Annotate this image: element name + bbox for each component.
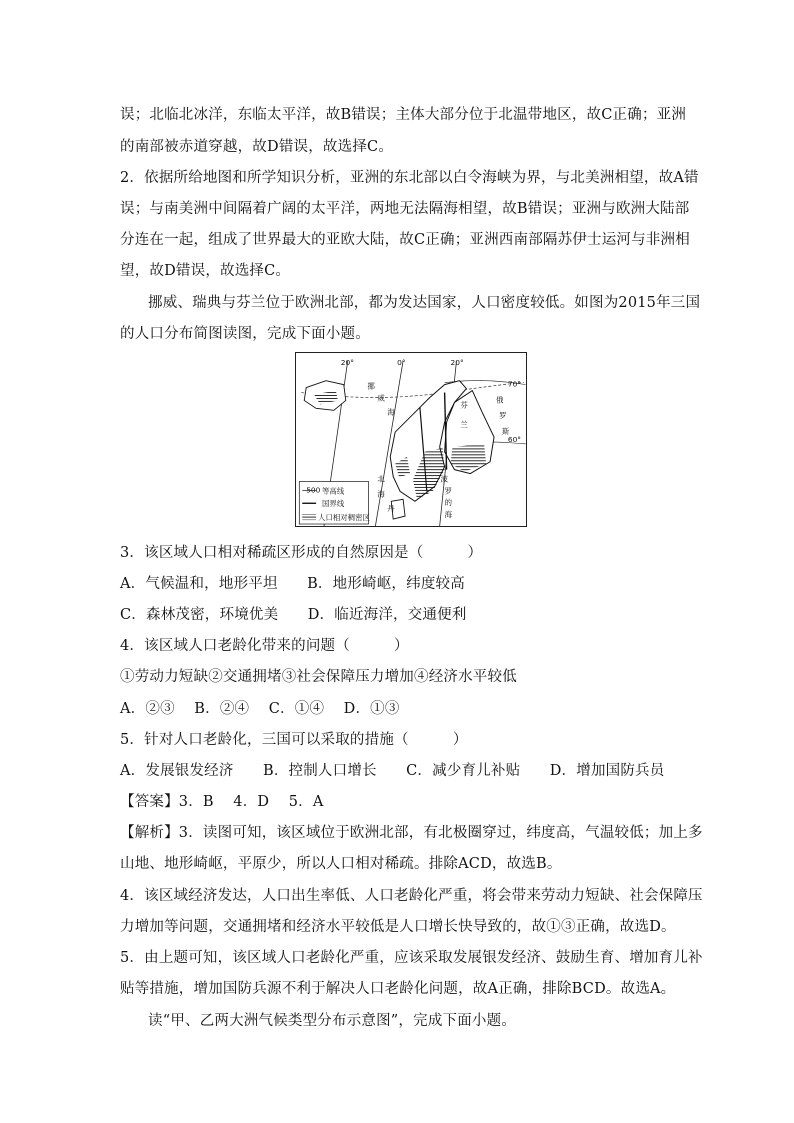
text-line: 的南部被赤道穿越，故D错误，故选择C。 xyxy=(120,139,394,155)
map-legend xyxy=(299,482,370,525)
question-5: 5．针对人口老龄化，三国可以采取的措施（ ） xyxy=(120,732,468,748)
sea-label: 北 xyxy=(377,474,385,484)
legend-item: 等高线 xyxy=(322,486,345,496)
country-label: 俄 xyxy=(496,395,504,405)
text-line: 望，故D错误，故选择C。 xyxy=(120,263,291,279)
country-label: 芬 xyxy=(460,400,468,410)
text-line: 误；与南美洲中间隔着广阔的太平洋，两地无法隔海相望，故B错误；亚洲与欧洲大陆部 xyxy=(120,201,690,217)
statement-list: ①劳动力短缺②交通拥堵③社会保障压力增加④经济水平较低 xyxy=(120,669,517,685)
legend-value: 500 xyxy=(306,485,321,495)
sea-label: 海 xyxy=(377,489,385,499)
text-line: 的人口分布简图读图，完成下面小题。 xyxy=(120,326,370,342)
text-line: 力增加等问题，交通拥堵和经济水平较低是人口增长快导致的，故①③正确，故选D。 xyxy=(120,919,676,935)
lon-label: 0° xyxy=(397,357,406,367)
country-label: 斯 xyxy=(501,427,510,437)
sea-label: 挪 xyxy=(367,381,375,391)
text-line: 贴等措施，增加国防兵源不利于解决人口老龄化问题，故A正确，排除BCD。故选A。 xyxy=(120,981,676,997)
question-3: 3．该区域人口相对稀疏区形成的自然原因是（ ） xyxy=(120,545,483,561)
paragraph-intro: 挪威、瑞典与芬兰位于欧洲北部，都为发达国家，人口密度较低。如图为2015年三国 xyxy=(148,295,701,311)
country-label: 兰 xyxy=(460,420,468,430)
text-line: 分连在一起，组成了世界最大的亚欧大陆，故C正确；亚洲西南部隔苏伊士运河与非洲相 xyxy=(120,232,690,248)
text-line: 4．该区域经济发达，人口出生率低、人口老龄化严重，将会带来劳动力短缺、社会保障压 xyxy=(120,888,703,904)
analysis-line: 【解析】3．读图可知，该区域位于欧洲北部，有北极圈穿过，纬度高，气温较低；加上多 xyxy=(120,825,703,841)
lon-label: 20° xyxy=(340,357,354,367)
text-line: 误；北临北冰洋，东临太平洋，故B错误；主体大部分位于北温带地区，故C正确；亚洲 xyxy=(120,107,687,123)
option-row: A．发展银发经济 B．控制人口增长 C．减少育儿补贴 D．增加国防兵员 xyxy=(120,763,665,779)
option-row: C．森林茂密，环境优美 D．临近海洋，交通便利 xyxy=(120,607,467,623)
answer-line: 【答案】3．B 4．D 5．A xyxy=(120,794,324,810)
sea-label: 罗 xyxy=(444,486,453,496)
sea-label: 的 xyxy=(444,498,453,508)
country-label: 罗 xyxy=(498,411,507,421)
scandinavia-population-map xyxy=(295,352,527,527)
sea-label: 海 xyxy=(444,510,453,520)
sea-label: 波 xyxy=(440,474,449,484)
legend-item: 国界线 xyxy=(322,499,345,509)
option-row: A．气候温和，地形平坦 B．地形崎岖，纬度较高 xyxy=(120,576,465,592)
sea-label: 威 xyxy=(377,393,385,403)
lat-label: 70° xyxy=(507,379,522,389)
text-line: 5．由上题可知，该区域人口老龄化严重，应该采取发展银发经济、鼓励生育、增加育儿补 xyxy=(120,950,703,966)
option-row: A．②③ B．②④ C．①④ D．①③ xyxy=(120,701,400,717)
text-line: 山地、地形崎岖，平原少，所以人口相对稀疏。排除ACD，故选B。 xyxy=(120,856,562,872)
question-4: 4．该区域人口老龄化带来的问题（ ） xyxy=(120,638,409,654)
paragraph-next: 读“甲、乙两大洲气候类型分布示意图”，完成下面小题。 xyxy=(148,1013,517,1029)
lon-label: 20° xyxy=(450,357,464,367)
country-label: 丹 xyxy=(387,504,395,514)
text-line: 2．依据所给地图和所学知识分析，亚洲的东北部以白令海峡为界，与北美洲相望，故A错 xyxy=(120,170,699,186)
sea-label: 海 xyxy=(387,407,395,417)
legend-item: 人口相对稠密区 xyxy=(318,513,370,523)
lat-label: 60° xyxy=(507,434,522,444)
